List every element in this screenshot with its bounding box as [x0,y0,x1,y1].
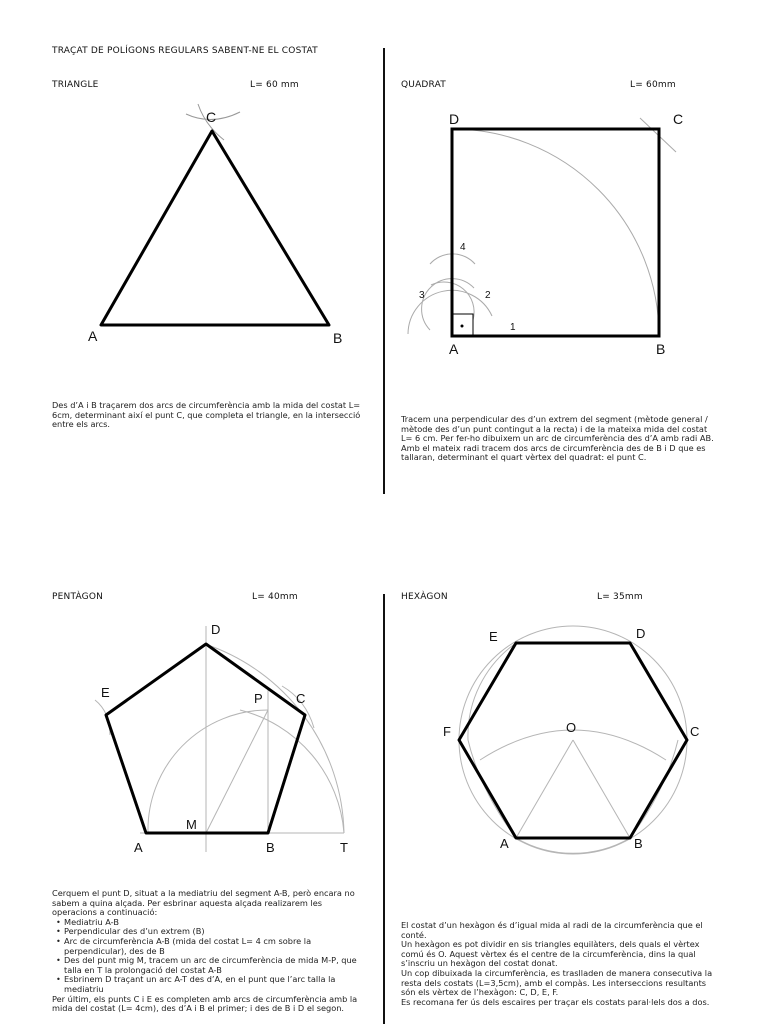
pentagon-label-a: A [134,840,143,855]
hexagon-label-o: O [566,720,577,735]
hexagon-label-a: A [500,836,509,851]
pentagon-intro: Cerquem el punt D, situat a la mediatriu del segment A-B, però encara no sabem a quina alçada. Per esbrinar aquesta alçada realizarem les operacions a continuació: [52,888,355,918]
square-label-b: B [656,341,666,357]
square-label-2: 2 [485,290,491,301]
pentagon-step: • Des del punt mig M, tracem un arc de circumferència de mida M-P, que talla en T la prolongació del costat A-B [58,956,367,975]
pentagon-step: • Perpendicular des d’un extrem (B) [58,927,367,937]
pentagon-label-b: B [266,840,275,855]
pentagon-step: • Esbrinem D traçant un arc A-T des d’A, en el punt que l’arc talla la mediatriu [58,975,367,994]
square-label-a: A [449,341,459,357]
hexagon-label-c: C [690,724,700,739]
hexagon-description [401,921,719,1007]
hexagon-text-1: El costat d’un hexàgon és d’igual mida al radi de la circumferència que el conté. [401,920,703,940]
hexagon-title: HEXÀGON [401,592,448,602]
pentagon-label-p: P [254,691,263,706]
triangle-label-b: B [333,330,343,346]
hexagon-construction [459,626,687,854]
pentagon-label-c: C [296,691,306,706]
pentagon-step: • Arc de circumferència A-B (mida del costat L= 4 cm sobre la perpendicular), des de B [58,937,367,956]
hexagon-label-b: B [634,836,643,851]
square-label-4: 4 [460,242,466,253]
pentagon-label-d: D [211,622,221,637]
pentagon-steps [52,918,367,995]
square-description-1: Tracem una perpendicular des d’un extrem del segment (mètode general / mètode des d’un punt contingut a la recta) i de la mateixa mida del costat L= 6 cm. Per fer-ho dibuixem un arc de circumferència des d’A amb radi AB. [401,414,714,444]
pentagon-step: • Mediatriu A-B [58,918,367,928]
square-label-1: 1 [510,322,516,333]
pentagon-label-t: T [340,840,348,855]
triangle-description: Des d’A i B traçarem dos arcs de circumferència amb la mida del costat L= 6cm, determinant així el punt C, que completa el triangle, en la intersecció entre els arcs. [52,400,361,430]
pentagon-length: L= 40mm [252,592,298,602]
hexagon-text-4: Es recomana fer ús dels escaires per traçar els costats paral·lels dos a dos. [401,996,710,1007]
hexagon-label-d: D [636,626,646,641]
hexagon-label-f: F [443,724,451,739]
triangle-title: TRIANGLE [52,80,99,90]
triangle-label-c: C [206,109,217,125]
triangle-length: L= 60 mm [250,80,299,90]
hexagon-text-3: Un cop dibuixada la circumferència, es traslladen de manera consecutiva la resta dels costats (L=3,5cm), amb el compàs. Les interseccions resultants són els vèrtex de l’hexàgon: C, D, E, F. [401,967,713,998]
square-description-2: Amb el mateix radi tracem dos arcs de circumferència des de B i D que es tallaran, determinant el quart vèrtex del quadrat: el punt C. [401,442,706,463]
hexagon-text-2: Un hexàgon es pot dividir en sis triangles equilàters, dels quals el vèrtex comú és O. Aquest vèrtex és el centre de la circumferència, dins la qual s’inscriu un hexàgon del costat donat. [401,939,700,969]
pentagon-outro: Per últim, els punts C i E es completen amb arcs de circumferència amb la mida del costat (L= 4cm), des d’A i B el primer; i des de B i D el segon. [52,993,358,1014]
square-length: L= 60mm [630,80,676,90]
square-label-d: D [449,111,460,127]
hexagon-length: L= 35mm [597,592,643,602]
hexagon-label-e: E [489,629,498,644]
pentagon-description [52,889,367,1014]
square-label-3: 3 [419,290,425,301]
square-title: QUADRAT [401,80,447,90]
pentagon-title: PENTÀGON [52,592,104,602]
page-title: TRAÇAT DE POLÍGONS REGULARS SABENT-NE EL COSTAT [52,46,318,56]
triangle-label-a: A [88,328,98,344]
square-label-c: C [673,111,684,127]
pentagon-label-m: M [186,817,197,832]
pentagon-label-e: E [101,685,110,700]
